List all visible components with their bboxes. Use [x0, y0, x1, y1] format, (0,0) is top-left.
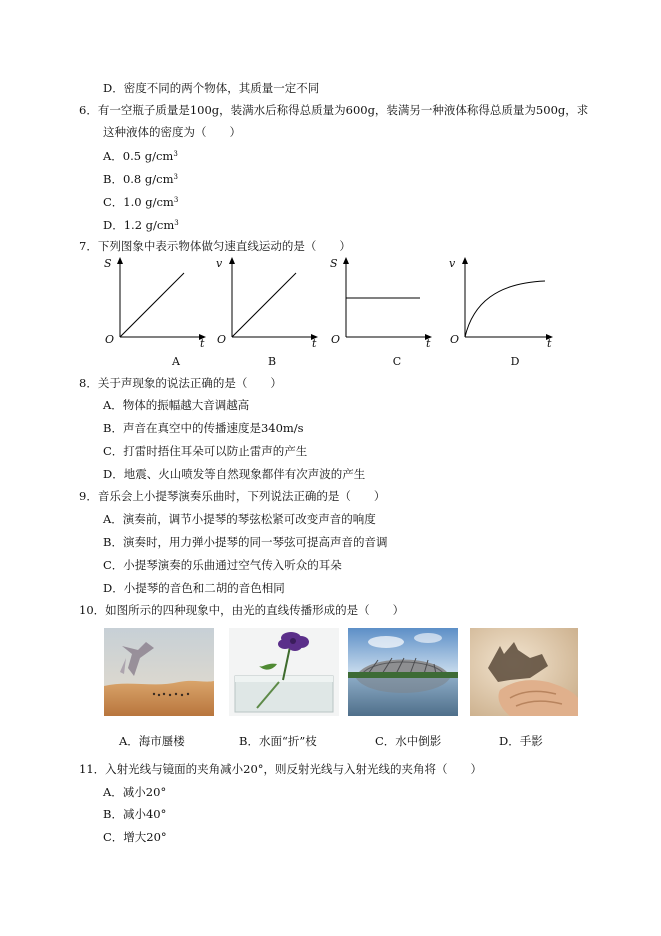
- graph-c-caption: C: [392, 355, 402, 368]
- graph-b-svg: [212, 255, 322, 365]
- q6-option-a: A．0.5 $g/cm^3$: [103, 149, 178, 163]
- graph-b-origin: O: [217, 333, 227, 346]
- q10-stem: 10．如图所示的四种现象中，由光的直线传播形成的是（ ）: [79, 603, 405, 617]
- q11-option-c: C．增大20°: [103, 830, 167, 844]
- photo-reflection: [348, 628, 458, 716]
- graph-d: [445, 255, 560, 368]
- q6-stem-line1: 6．有一空瓶子质量是100g，装满水后称得总质量为600g，装满另一种液体称得总质量为500g，求: [79, 103, 589, 117]
- q9-stem: 9．音乐会上小提琴演奏乐曲时，下列说法正确的是（ ）: [79, 489, 386, 503]
- graph-d-ylabel: v: [449, 257, 456, 270]
- q6-option-c: C．1.0 $g/cm^3$: [103, 195, 179, 209]
- q11-stem: 11．入射光线与镜面的夹角减小20°，则反射光线与入射光线的夹角将（ ）: [79, 762, 483, 776]
- graph-b-caption: B: [267, 355, 277, 368]
- q10-caption-c: C．水中倒影: [375, 734, 442, 748]
- q9-option-b: B．演奏时，用力弹小提琴的同一琴弦可提高声音的音调: [103, 535, 388, 549]
- graph-c-svg: [326, 255, 436, 365]
- graph-c-ylabel: S: [330, 257, 338, 270]
- graph-d-origin: O: [450, 333, 460, 346]
- q8-option-c: C．打雷时捂住耳朵可以防止雷声的产生: [103, 444, 308, 458]
- graph-a-line: [120, 273, 184, 337]
- graph-c: [326, 255, 436, 368]
- q6-option-b: B．0.8 $g/cm^3$: [103, 172, 178, 186]
- graph-c-origin: O: [331, 333, 341, 346]
- graph-a-caption: A: [172, 355, 180, 368]
- graph-d-caption: D: [510, 355, 520, 368]
- photo-mirage-svg: [104, 628, 214, 716]
- q11-option-b: B．减小40°: [103, 807, 167, 821]
- graph-d-svg: [445, 255, 560, 365]
- graph-a-origin: O: [105, 333, 115, 346]
- q8-stem: 8．关于声现象的说法正确的是（ ）: [79, 376, 282, 390]
- graph-b-line: [232, 273, 296, 337]
- q10-caption-d: D．手影: [499, 734, 543, 748]
- graph-d-curve: [465, 281, 545, 337]
- q7-stem: 7．下列图象中表示物体做匀速直线运动的是（ ）: [79, 239, 351, 253]
- q10-caption-b: B．水面“折”枝: [239, 734, 317, 748]
- graph-a-xlabel: t: [200, 337, 205, 350]
- q11-option-a: A．减小20°: [103, 785, 167, 799]
- graph-b: [212, 255, 322, 368]
- q8-option-b: B．声音在真空中的传播速度是340m/s: [103, 421, 304, 435]
- graph-a-ylabel: S: [104, 257, 112, 270]
- q8-option-a: A．物体的振幅越大音调越高: [103, 398, 250, 412]
- q5-option-d: D．密度不同的两个物体，其质量一定不同: [103, 81, 320, 95]
- q6-stem-line2: 这种液体的密度为（ ）: [103, 125, 241, 139]
- q9-option-d: D．小提琴的音色和二胡的音色相同: [103, 581, 285, 595]
- graph-b-ylabel: v: [216, 257, 223, 270]
- photo-mirage: [104, 628, 214, 716]
- photo-hand-shadow-svg: [470, 628, 578, 716]
- graph-b-xlabel: t: [312, 337, 317, 350]
- q10-caption-a: A．海市蜃楼: [119, 734, 185, 748]
- q9-option-a: A．演奏前，调节小提琴的琴弦松紧可改变声音的响度: [103, 512, 376, 526]
- graph-c-xlabel: t: [426, 337, 431, 350]
- q9-option-c: C．小提琴演奏的乐曲通过空气传入听众的耳朵: [103, 558, 342, 572]
- graph-d-xlabel: t: [547, 337, 552, 350]
- graph-a: [100, 255, 210, 368]
- photo-hand-shadow: [470, 628, 578, 716]
- photo-bent-stem-svg: [229, 628, 339, 716]
- graph-a-svg: [100, 255, 210, 365]
- photo-reflection-svg: [348, 628, 458, 716]
- q6-option-d: D．1.2 $g/cm^3$: [103, 218, 179, 232]
- photo-bent-stem: [229, 628, 339, 716]
- q8-option-d: D．地震、火山喷发等自然现象都伴有次声波的产生: [103, 467, 366, 481]
